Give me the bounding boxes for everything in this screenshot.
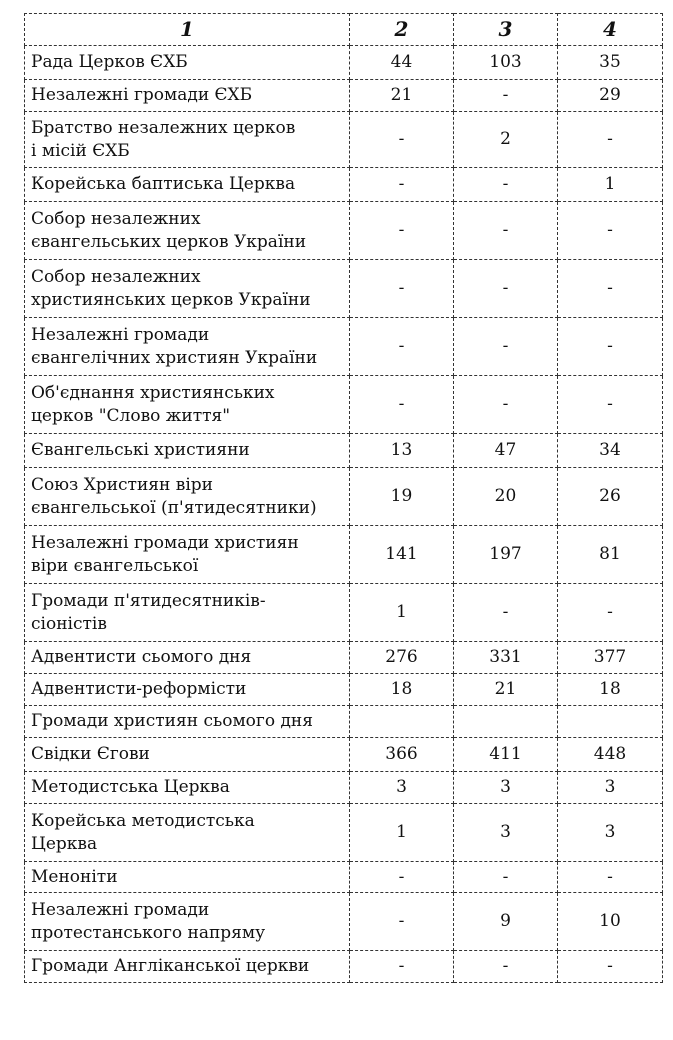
value-cell-2: - xyxy=(350,260,454,318)
value-cell-3: 331 xyxy=(454,642,558,674)
denomination-name-line: Незалежні громади xyxy=(31,324,210,345)
value-cell-2: - xyxy=(350,951,454,983)
value-cell-4: 10 xyxy=(558,893,663,951)
value-cell-4: 377 xyxy=(558,642,663,674)
denomination-name xyxy=(25,674,350,706)
denomination-name-line: протестанського напряму xyxy=(31,922,266,943)
value-cell-3: - xyxy=(454,202,558,260)
table-row xyxy=(25,376,663,434)
denomination-name-line: Собор незалежних xyxy=(31,266,201,287)
table-row xyxy=(25,112,663,168)
header-row xyxy=(25,14,663,46)
table-row xyxy=(25,862,663,893)
denomination-name-line: Незалежні громади ЄХБ xyxy=(31,85,253,105)
denomination-name xyxy=(25,260,350,318)
value-cell-2: - xyxy=(350,112,454,168)
value-cell-2: - xyxy=(350,318,454,376)
denomination-name-line: Собор незалежних xyxy=(31,208,201,229)
table-row xyxy=(25,46,663,80)
denomination-name-line: і місій ЄХБ xyxy=(31,140,130,161)
denomination-name-line: євангельських церков України xyxy=(31,231,307,252)
denomination-name xyxy=(25,434,350,468)
value-cell-4: - xyxy=(558,260,663,318)
denomination-name xyxy=(25,168,350,202)
denomination-name-line: євангельської (п'ятидесятники) xyxy=(31,497,317,518)
value-cell-3: 103 xyxy=(454,46,558,80)
denomination-name xyxy=(25,80,350,112)
value-cell-3: 20 xyxy=(454,468,558,526)
table-row xyxy=(25,168,663,202)
denomination-name xyxy=(25,706,350,738)
denomination-name xyxy=(25,772,350,804)
table-row xyxy=(25,804,663,862)
value-cell-2: 276 xyxy=(350,642,454,674)
value-cell-2: 19 xyxy=(350,468,454,526)
value-cell-3: - xyxy=(454,80,558,112)
value-cell-2: 44 xyxy=(350,46,454,80)
table-row xyxy=(25,318,663,376)
table-row xyxy=(25,202,663,260)
denomination-name xyxy=(25,318,350,376)
value-cell-2: - xyxy=(350,168,454,202)
denomination-name xyxy=(25,738,350,772)
denomination-name-line: Об'єднання християнських xyxy=(31,382,275,403)
value-cell-2: 141 xyxy=(350,526,454,584)
value-cell-3: - xyxy=(454,318,558,376)
value-cell-4: 81 xyxy=(558,526,663,584)
denomination-name xyxy=(25,642,350,674)
denomination-name-line: Адвентисти сьомого дня xyxy=(31,647,252,667)
value-cell-4: 3 xyxy=(558,772,663,804)
value-cell-3: - xyxy=(454,862,558,893)
value-cell-2: 21 xyxy=(350,80,454,112)
value-cell-4: 29 xyxy=(558,80,663,112)
table-row xyxy=(25,526,663,584)
value-cell-3: - xyxy=(454,951,558,983)
value-cell-4: 448 xyxy=(558,738,663,772)
denomination-name-line: Методистська Церква xyxy=(31,777,230,797)
value-cell-2: - xyxy=(350,893,454,951)
denomination-name-line: євангелічних християн України xyxy=(31,347,318,368)
value-cell-4: - xyxy=(558,584,663,642)
value-cell-3 xyxy=(454,706,558,738)
value-cell-3: 411 xyxy=(454,738,558,772)
value-cell-4: - xyxy=(558,376,663,434)
denomination-name-line: церков "Слово життя" xyxy=(31,405,231,426)
value-cell-4: 35 xyxy=(558,46,663,80)
value-cell-3: 9 xyxy=(454,893,558,951)
table-row xyxy=(25,80,663,112)
table-row xyxy=(25,951,663,983)
value-cell-2: - xyxy=(350,202,454,260)
denomination-name-line: Громади Англіканської церкви xyxy=(31,956,310,976)
denomination-name xyxy=(25,376,350,434)
denomination-name-line: Свідки Єгови xyxy=(31,744,150,764)
denomination-name-line: сіоністів xyxy=(31,613,107,634)
table-row xyxy=(25,434,663,468)
denomination-name-line: Незалежні громади xyxy=(31,899,210,920)
denomination-name xyxy=(25,951,350,983)
value-cell-4: 3 xyxy=(558,804,663,862)
table-row xyxy=(25,584,663,642)
denomination-name-line: християнських церков України xyxy=(31,289,311,310)
table-row xyxy=(25,642,663,674)
value-cell-2: - xyxy=(350,862,454,893)
value-cell-3: 197 xyxy=(454,526,558,584)
denomination-name-line: віри євангельської xyxy=(31,555,199,576)
value-cell-3: 3 xyxy=(454,804,558,862)
value-cell-4: 18 xyxy=(558,674,663,706)
header-cell-4: 4 xyxy=(558,14,663,46)
denomination-name xyxy=(25,468,350,526)
denomination-name-line: Громади п'ятидесятників- xyxy=(31,590,266,611)
value-cell-2: 13 xyxy=(350,434,454,468)
value-cell-4: - xyxy=(558,112,663,168)
table-row xyxy=(25,738,663,772)
table-row xyxy=(25,706,663,738)
table-row xyxy=(25,772,663,804)
denomination-name xyxy=(25,526,350,584)
denomination-name-line: Корейська методистська xyxy=(31,810,255,831)
value-cell-3: 2 xyxy=(454,112,558,168)
value-cell-2: 1 xyxy=(350,804,454,862)
value-cell-3: - xyxy=(454,260,558,318)
header-cell-1: 1 xyxy=(25,14,350,46)
denomination-name-line: Незалежні громади християн xyxy=(31,532,299,553)
value-cell-4: 26 xyxy=(558,468,663,526)
denomination-name-line: Євангельські християни xyxy=(31,440,250,460)
value-cell-3: - xyxy=(454,584,558,642)
header-cell-2: 2 xyxy=(350,14,454,46)
value-cell-3: 47 xyxy=(454,434,558,468)
denomination-name-line: Союз Християн віри xyxy=(31,474,213,495)
table-row xyxy=(25,674,663,706)
denomination-name-line: Громади християн сьомого дня xyxy=(31,711,313,731)
value-cell-4: - xyxy=(558,862,663,893)
denomination-name xyxy=(25,862,350,893)
value-cell-2: 366 xyxy=(350,738,454,772)
value-cell-4 xyxy=(558,706,663,738)
denomination-name xyxy=(25,112,350,168)
value-cell-3: 21 xyxy=(454,674,558,706)
header-cell-3: 3 xyxy=(454,14,558,46)
table-row xyxy=(25,893,663,951)
table-row xyxy=(25,260,663,318)
value-cell-3: - xyxy=(454,376,558,434)
value-cell-2 xyxy=(350,706,454,738)
value-cell-3: - xyxy=(454,168,558,202)
value-cell-4: - xyxy=(558,202,663,260)
denomination-name-line: Менонiти xyxy=(31,866,118,887)
value-cell-4: 1 xyxy=(558,168,663,202)
denomination-name-line: Рада Церков ЄХБ xyxy=(31,52,188,72)
denomination-name-line: Церква xyxy=(31,833,98,854)
value-cell-4: - xyxy=(558,318,663,376)
denomination-name xyxy=(25,893,350,951)
value-cell-2: - xyxy=(350,376,454,434)
denomination-name xyxy=(25,804,350,862)
denomination-name xyxy=(25,46,350,80)
denomination-name-line: Корейська баптиська Церква xyxy=(31,174,296,194)
value-cell-2: 18 xyxy=(350,674,454,706)
value-cell-2: 1 xyxy=(350,584,454,642)
value-cell-4: 34 xyxy=(558,434,663,468)
value-cell-4: - xyxy=(558,951,663,983)
value-cell-2: 3 xyxy=(350,772,454,804)
denominations-table xyxy=(24,13,663,983)
denomination-name-line: Адвентисти-реформісти xyxy=(31,679,247,699)
denomination-name-line: Братство незалежних церков xyxy=(31,117,296,138)
denomination-name xyxy=(25,202,350,260)
denomination-name xyxy=(25,584,350,642)
value-cell-3: 3 xyxy=(454,772,558,804)
table-row xyxy=(25,468,663,526)
